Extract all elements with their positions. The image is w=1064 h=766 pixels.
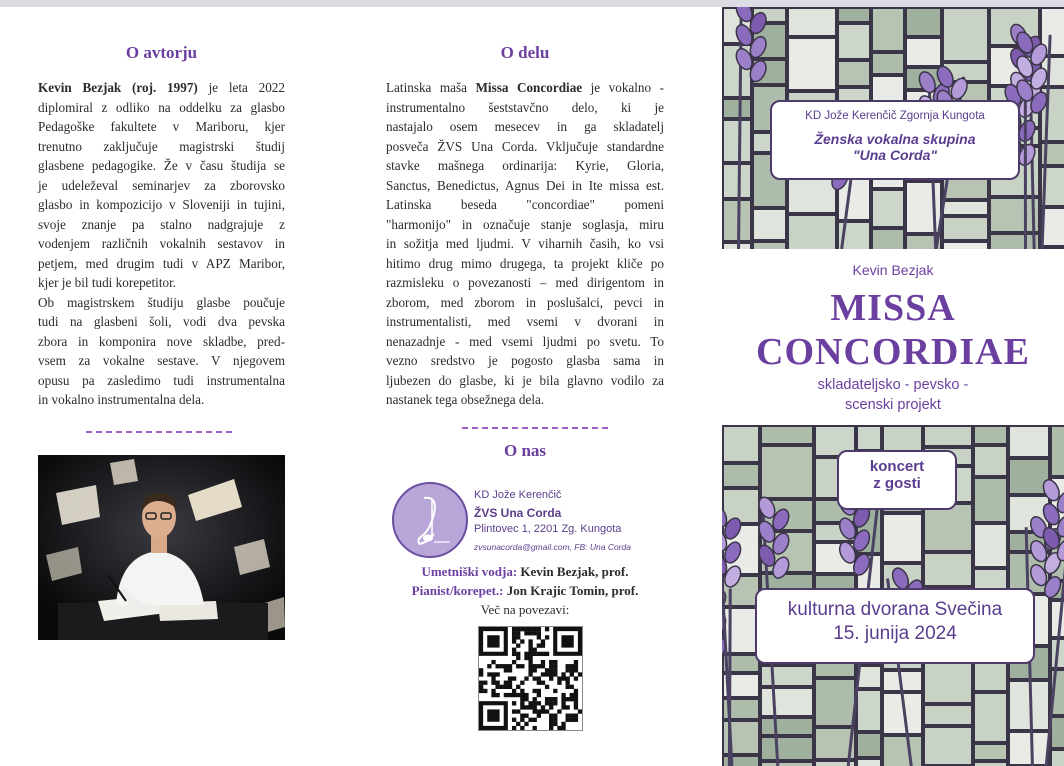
author-photo [38,455,285,640]
ensemble-box [770,100,1020,180]
author-text [38,78,285,410]
music-note-icon [394,484,466,556]
work-line: stavke mašnega ordinarija: Kyrie, Gloria, [386,158,664,173]
author-line: in vokalno instrumentalna dela. [38,392,205,407]
work-line: hitimo drug mimo drugega, ta projekt kliče po [386,255,664,271]
author-line: tudi na glasbeni šoli, vodi dva pevska [38,314,285,329]
author-line: diplomiral z odliko na oddelku za glasbo [38,99,285,115]
qr-code[interactable] [478,626,583,731]
work-line: vezno sredstvo je pogosto glasba sama in [386,353,664,368]
work-title: Missa Concordiae [475,80,583,95]
cover-venue: kulturna dvorana Svečina [787,599,1003,620]
cover-concert-line2: z gosti [873,475,921,492]
work-line: nastanek tega obsežnega dela. [386,392,545,407]
work-line: nenazadnje - med vsemi ljudmi po svetu. To [386,333,664,349]
author-line: petjem, med drugim tudi v APZ Maribor, [38,255,285,271]
org-address: Plintovec 1, 2201 Zg. Kungota [474,523,622,535]
director-line [386,564,664,580]
author-line: je leta 2022 [208,80,285,95]
author-line: zbora in komponira nove skladbe, pred- [38,333,285,349]
author-name: Kevin Bezjak (roj. 1997) [38,80,198,95]
org-contact: zvsunacorda@gmail.com, FB: Una Corda [474,542,631,552]
work-line: razmisleku o povezanosti – med dirigentom in [386,275,664,290]
work-line: Latinska beseda "concordiae" pomeni [386,197,664,212]
author-line: opusu pa zasledimo tudi instrumentalna [38,372,285,388]
author-line: trenutno zaključuje magistrski študij [38,138,285,154]
author-line: vsem za vokalne sestave. V njegovem [38,353,285,368]
cover-ensemble-line2: "Una Corda" [852,147,938,163]
section-divider [86,431,232,433]
top-border [0,0,1064,7]
org-line2: ŽVS Una Corda [474,506,562,520]
author-line: Pedagoške fakultete v Mariboru, kjer [38,119,285,134]
author-heading: O avtorju [125,43,198,62]
ensemble-logo [392,482,468,558]
about-heading: O nas [503,441,547,460]
cover-date: 15. junija 2024 [833,623,957,644]
work-line: Latinska maša [386,80,467,95]
work-line: nastajalo osem mesecev in ga skladatelj [386,119,664,134]
work-line: in sožitja med ljudmi. V viharnih časih, ko vsi [386,236,664,251]
author-line: glasbo in kompozicijo v Sloveniji in tujini, [38,197,285,212]
work-text [386,78,664,410]
work-line: posveča ŽVS Una Corda. Vključuje standardne [386,138,664,154]
cover-concert-line1: koncert [869,458,925,475]
author-line: glasbene pedagogike. Že v času študija se [38,158,285,173]
author-line: kjer je bil tudi korepetitor. [38,275,177,290]
pianist-name: Jon Krajic Tomin, prof. [506,583,639,598]
more-link-label: Več na povezavi: [480,602,570,617]
cover-composer: Kevin Bezjak [852,262,934,278]
work-line: ljubezen do glasbe, ki je bila glavno vodilo za [386,372,664,388]
venue-box [755,588,1035,664]
author-line: je udeleževal seminarjev za zborovsko [38,177,285,193]
cover-title-line2: CONCORDIAE [756,331,1030,373]
author-line: vodenjem različnih vokalnih sestavov in [38,236,285,251]
org-line1: KD Jože Kerenčič [474,489,562,501]
work-heading: O delu [500,43,550,62]
cover-title-line1: MISSA [830,287,956,329]
cover-ensemble-line1: Ženska vokalna skupina [814,131,976,147]
work-line: "harmonijo" in označuje stanje soglasja, miru [386,216,664,232]
director-label: Umetniški vodja: [421,564,518,579]
work-line: instrumentalisti, med vsemi v dvorani in [386,314,664,329]
work-line: instrumentalno šeststavčno delo, ki je [386,99,664,115]
work-line: je vokalno - [590,80,664,95]
qr-code-icon [479,627,582,730]
work-line: zborom, med zborom in poslušalci, pevci in [386,294,664,310]
author-line: svoje znanje pa stalno nadgrajuje z [38,216,285,232]
section-divider [462,427,608,429]
cover-subtitle-line2: scenski projekt [845,397,941,413]
director-name: Kevin Bezjak, prof. [520,564,629,579]
author-line: Ob magistrskem študiju glasbe poučuje [38,294,285,310]
pianist-label: Pianist/korepet.: [411,583,504,598]
cover-subtitle-line1: skladateljsko - pevsko - [817,377,969,393]
pianist-line [386,583,664,599]
concert-box [837,450,957,510]
cover-org: KD Jože Kerenčič Zgornja Kungota [805,110,985,122]
author-photo-illustration [38,455,285,640]
work-line: Sanctus, Benedictus, Agnus Dei in Ite missa est. [386,177,664,193]
